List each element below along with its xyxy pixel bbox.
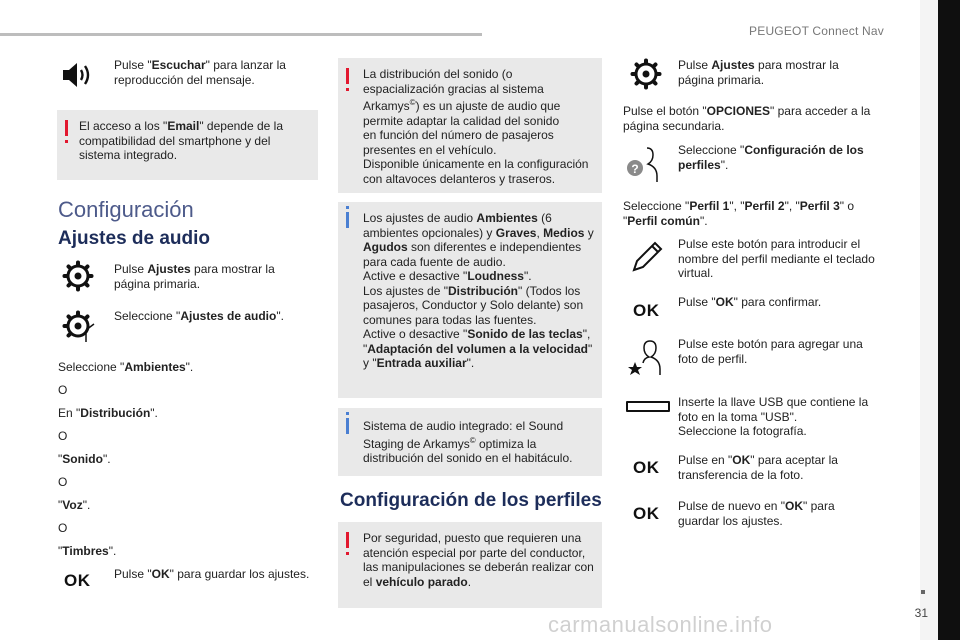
safety-warning-note: Por seguridad, puesto que requieren una atención especial por parte del conductor, las manipulaciones se deberán realizar con el vehículo parado. <box>338 522 602 608</box>
page-number: 31 <box>914 606 928 620</box>
warning-icon <box>346 68 349 84</box>
pencil-icon <box>630 240 664 274</box>
usb-icon <box>626 401 670 412</box>
side-edge <box>938 0 960 640</box>
distribution-warning-note: La distribución del sonido (o espacialización gracias al sistema Arkamys©) es un ajuste de audio que permite adaptar la calidad del sonido en función del número de pasajeros presentes en el vehículo. Disponible únicamente en la configuración con altavoces delanteros y traseros. <box>338 58 602 193</box>
step-open-settings: Pulse Ajustes para mostrar la página primaria. <box>114 262 275 291</box>
warning-icon <box>346 532 349 548</box>
select-distribucion: En "Distribución". <box>58 406 158 420</box>
profile-settings-icon <box>625 145 665 185</box>
step-enter-name: Pulse este botón para introducir el nombre del perfil mediante el teclado virtual. <box>678 237 875 280</box>
select-voz: "Voz". <box>58 498 91 512</box>
speaker-icon <box>60 60 94 90</box>
ok-button-icon: OK <box>633 504 660 523</box>
watermark: carmanualsonline.info <box>548 612 773 637</box>
profiles-title: Configuración de los perfiles <box>340 490 602 511</box>
select-ambientes: Seleccione "Ambientes". <box>58 360 194 374</box>
info-icon <box>346 212 349 228</box>
sound-staging-info-note: Sistema de audio integrado: el Sound Staging de Arkamys© optimiza la distribución del sonido en el habitáculo. <box>338 408 602 476</box>
step-accept-transfer: Pulse en "OK" para aceptar la transferencia de la foto. <box>678 453 838 482</box>
header-rule <box>0 33 482 36</box>
running-title: PEUGEOT Connect Nav <box>749 24 884 38</box>
listen-instruction: Pulse "Escuchar" para lanzar la reproducción del mensaje. <box>114 58 286 87</box>
subsection-title: Ajustes de audio <box>58 228 211 249</box>
audio-settings-info-note: Los ajustes de audio Ambientes (6 ambientes opcionales) y Graves, Medios y Agudos son diferentes e independientes para cada fuente de audio. Active e desactive "Loudness". Los ajustes de "Distribución" (Todos los pasajeros, Conductor y Solo delante) son comunes para todas las fuentes. Active o desactive "Sonido de las teclas", "Adaptación del volumen a la velocidad" y "Entrada auxiliar". <box>338 202 602 398</box>
continue-marker <box>921 590 925 594</box>
ok-button-icon: OK <box>633 458 660 477</box>
ok-button-icon: OK <box>64 571 91 590</box>
step-audio-settings: Seleccione "Ajustes de audio". <box>114 309 284 323</box>
email-warning-note: El acceso a los "Email" depende de la compatibilidad del smartphone y del sistema integrado. <box>57 110 318 180</box>
step-save-profile: Pulse de nuevo en "OK" para guardar los ajustes. <box>678 499 835 528</box>
svg-text:?: ? <box>631 162 639 176</box>
or-separator: O <box>58 383 68 397</box>
ok-button-icon: OK <box>633 301 660 320</box>
add-photo-icon <box>626 338 666 378</box>
section-title: Configuración <box>58 197 194 222</box>
or-separator: O <box>58 429 68 443</box>
gear-icon <box>62 260 94 292</box>
step-options: Pulse el botón "OPCIONES" para acceder a la página secundaria. <box>623 104 871 133</box>
warning-icon <box>65 120 68 136</box>
step-select-profile: Seleccione "Perfil 1", "Perfil 2", "Perfil 3" o "Perfil común". <box>623 199 855 228</box>
side-strip <box>920 0 938 640</box>
gear-icon <box>630 58 662 90</box>
step-profile-config: Seleccione "Configuración de los perfiles". <box>678 143 864 172</box>
step-add-photo: Pulse este botón para agregar una foto de perfil. <box>678 337 863 366</box>
step-insert-usb: Inserte la llave USB que contiene la foto en la toma "USB". Seleccione la fotografía. <box>678 395 869 438</box>
step-open-settings-profiles: Pulse Ajustes para mostrar la página primaria. <box>678 58 839 87</box>
step-confirm: Pulse "OK" para confirmar. <box>678 295 822 309</box>
select-sonido: "Sonido". <box>58 452 111 466</box>
audio-settings-icon <box>62 310 100 344</box>
step-save-audio: Pulse "OK" para guardar los ajustes. <box>114 567 310 581</box>
or-separator: O <box>58 521 68 535</box>
select-timbres: "Timbres". <box>58 544 117 558</box>
info-icon <box>346 418 349 434</box>
or-separator: O <box>58 475 68 489</box>
